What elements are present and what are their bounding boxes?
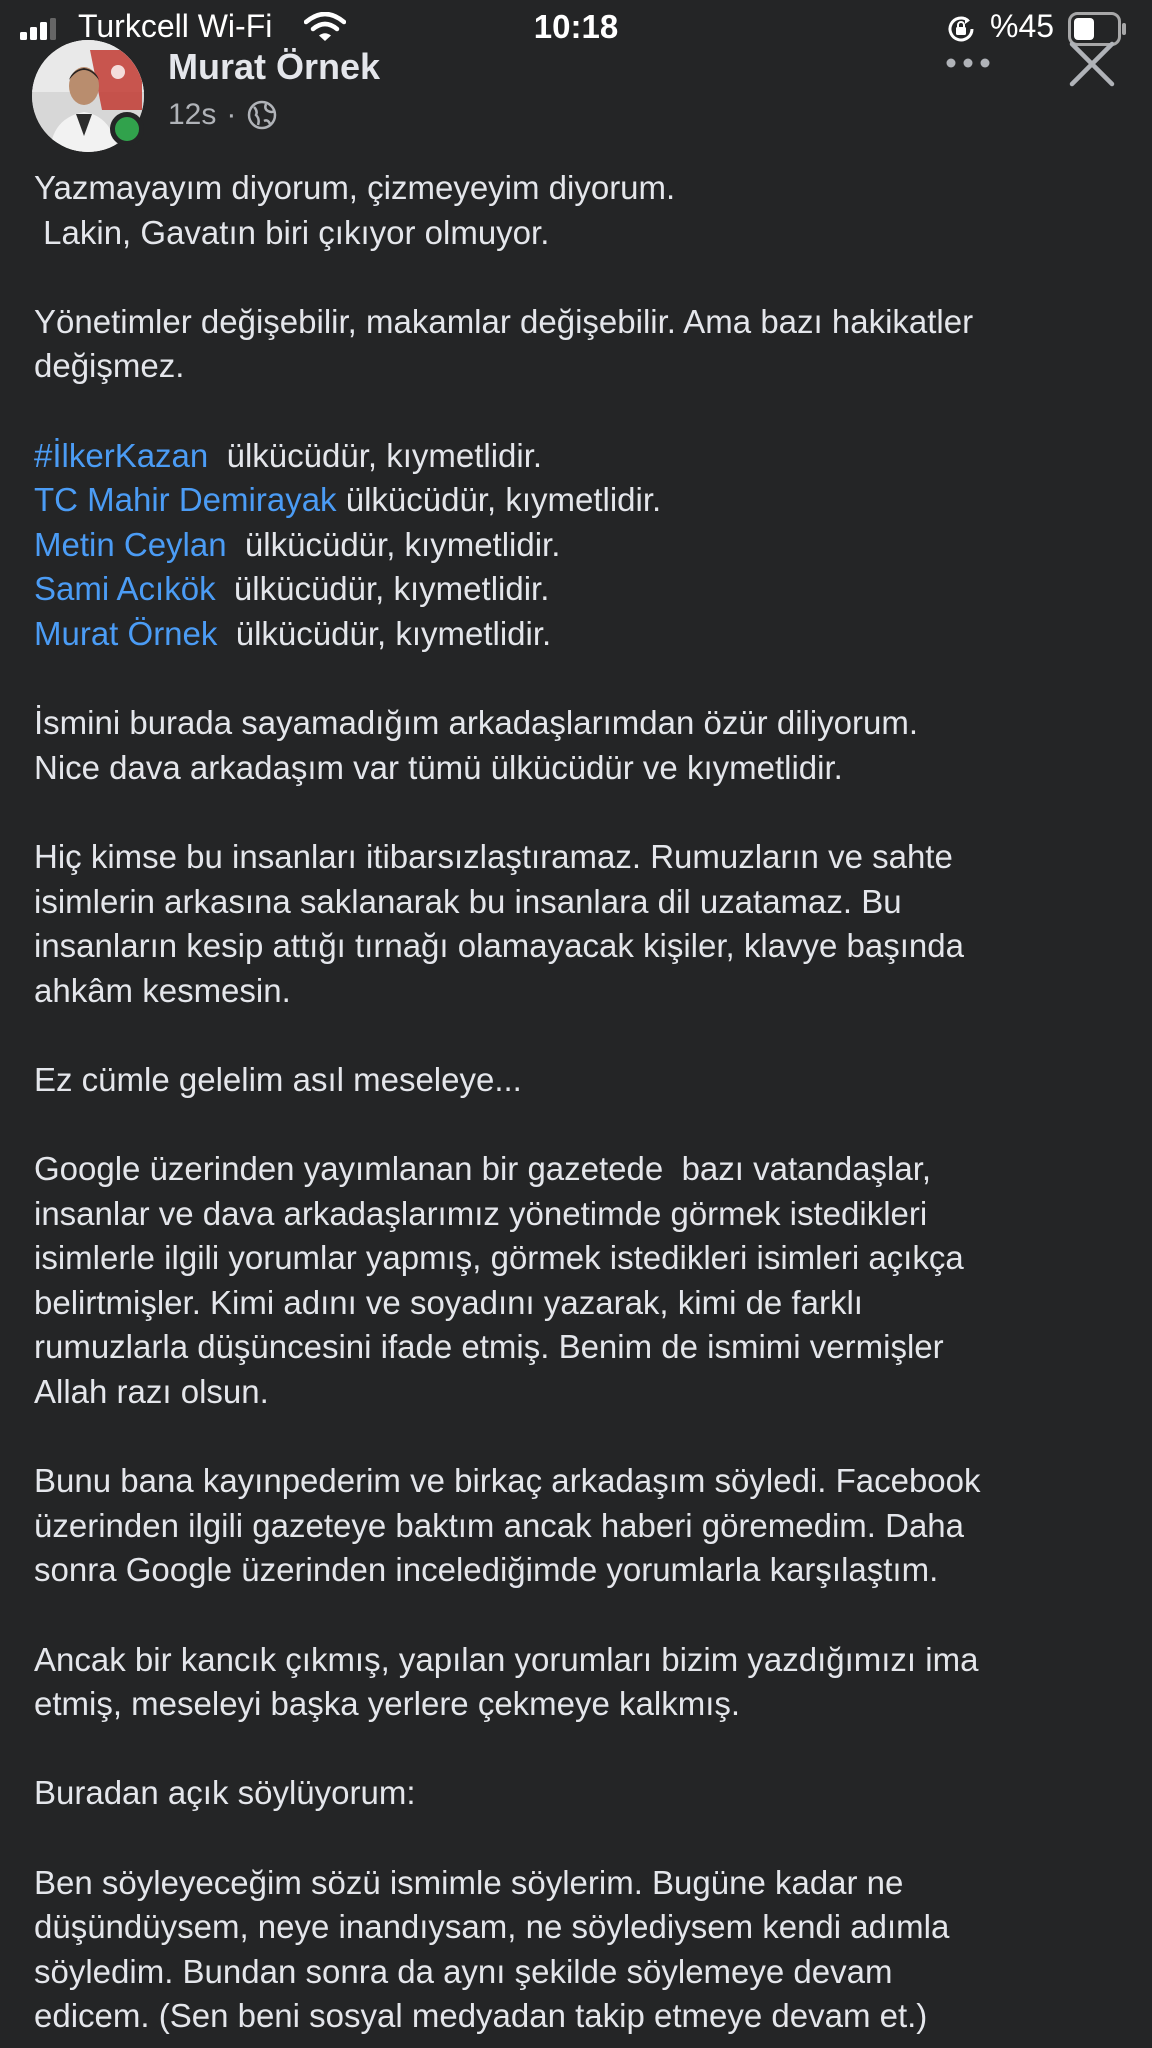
post-line — [34, 1861, 1124, 1906]
post-line-text: belirtmişler. Kimi adını ve soyadını yazarak, kimi de farklı — [34, 1283, 863, 1321]
post-line — [34, 1638, 1124, 1683]
post-line — [34, 1459, 1124, 1504]
author-name[interactable]: Murat Örnek — [168, 46, 381, 87]
post-line — [34, 255, 1124, 300]
post-line — [34, 1905, 1124, 1950]
post-line-text: sonra Google üzerinden incelediğimde yorumlarla karşılaştım. — [34, 1551, 939, 1589]
post-line-text: etmiş, meseleyi başka yerlere çekmeye kalkmış. — [34, 1685, 741, 1723]
post-line-text: düşündüysem, neye inandıysam, ne söylediysem kendi adımla — [34, 1908, 950, 1946]
post-line-text: isimlerle ilgili yorumlar yapmış, görmek istedikleri isimleri açıkça — [34, 1239, 964, 1277]
post-line — [34, 166, 1124, 211]
post-line-text: değişmez. — [34, 347, 185, 385]
post-line-text: Yazmayayım diyorum, çizmeyeyim diyorum. — [34, 169, 676, 206]
post-line — [34, 389, 1124, 434]
post-line-text: insanlar ve dava arkadaşlarımız yönetimde görmek istedikleri — [34, 1194, 928, 1232]
post-line — [34, 657, 1124, 702]
post-line — [34, 612, 1124, 657]
post-line — [34, 880, 1124, 925]
post-line-text: üzerinden ilgili gazeteye baktım ancak haberi göremedim. Daha — [34, 1506, 965, 1544]
post-line-text: ahkâm kesmesin. — [34, 971, 291, 1009]
post-line-text: Allah razı olsun. — [34, 1373, 269, 1411]
carrier-name: Turkcell Wi-Fi — [78, 8, 273, 44]
post-line — [34, 1727, 1124, 1772]
post-line-text: Buradan açık söylüyorum: — [34, 1774, 416, 1812]
post-line — [34, 1236, 1124, 1281]
post-line — [34, 478, 1124, 523]
post-line-text: Ancak bir kancık çıkmış, yapılan yorumları bizim yazdığımızı ima — [34, 1640, 979, 1678]
post-line-text: ülkücüdür, kıymetlidir. — [215, 570, 550, 608]
post-body — [34, 166, 1124, 2039]
post-line-text: Nice dava arkadaşım var tümü ülkücüdür ve kıymetlidir. — [34, 748, 843, 786]
post-line — [34, 1370, 1124, 1415]
post-line — [34, 1950, 1124, 1995]
post-line — [34, 1771, 1124, 1816]
post-line — [34, 434, 1124, 479]
post-line — [34, 701, 1124, 746]
post-line-text: söyledim. Bundan sonra da aynı şekilde söylemeye devam — [34, 1952, 893, 1990]
post-line — [34, 1147, 1124, 1192]
post-line — [34, 1682, 1124, 1727]
post-line — [34, 567, 1124, 612]
post-line — [34, 924, 1124, 969]
close-icon[interactable] — [1064, 36, 1120, 92]
post-line-text: Yönetimler değişebilir, makamlar değişebilir. Ama bazı hakikatler — [34, 302, 974, 340]
post-line-text: ülkücüdür, kıymetlidir. — [226, 525, 561, 563]
post-line — [34, 1994, 1124, 2039]
post-line-text: isimlerin arkasına saklanarak bu insanlara dil uzatamaz. Bu — [34, 882, 902, 920]
post-line — [34, 1593, 1124, 1638]
post-line — [34, 790, 1124, 835]
post-line-text: Ben söyleyeceğim sözü ismimle söylerim. Bugüne kadar ne — [34, 1863, 904, 1901]
post-line — [34, 969, 1124, 1014]
post-line-text: ülkücüdür, kıymetlidir. — [217, 614, 552, 652]
rotation-lock-icon — [946, 14, 976, 44]
post-line-text: edicem. (Sen beni sosyal medyadan takip etmeye devam et.) — [34, 1997, 928, 2035]
post-line — [34, 1102, 1124, 1147]
post-line — [34, 1192, 1124, 1237]
post-line — [34, 1325, 1124, 1370]
post-line — [34, 1548, 1124, 1593]
post-line — [34, 835, 1124, 880]
post-line-text: ülkücüdür, kıymetlidir. — [336, 481, 662, 519]
more-icon[interactable] — [944, 48, 992, 78]
post-line-text: Bunu bana kayınpederim ve birkaç arkadaşım söyledi. Facebook — [34, 1462, 981, 1500]
post-meta — [168, 98, 278, 132]
post-line — [34, 211, 1124, 256]
post-line — [34, 1415, 1124, 1460]
post-line-text: Hiç kimse bu insanları itibarsızlaştıramaz. Rumuzların ve sahte — [34, 837, 953, 875]
post-line-text: Google üzerinden yayımlanan bir gazetede bazı vatandaşlar, — [34, 1150, 932, 1188]
post-line-text: rumuzlarla düşüncesini ifade etmiş. Benim de ismimi vermişler — [34, 1328, 944, 1366]
globe-icon[interactable] — [246, 99, 278, 131]
post-line — [34, 344, 1124, 389]
post-line-text: Lakin, Gavatın biri çıkıyor olmuyor. — [34, 213, 550, 251]
online-status-dot — [110, 112, 144, 146]
battery-percent: %45 — [990, 8, 1055, 44]
post-line-text: İsmini burada sayamadığım arkadaşlarımdan özür diliyorum. — [34, 704, 919, 742]
post-time[interactable]: 12s — [168, 98, 217, 131]
post-line-text: ülkücüdür, kıymetlidir. — [208, 436, 543, 474]
post-line — [34, 746, 1124, 791]
post-line-text: Ez cümle gelelim asıl meseleye... — [34, 1060, 522, 1098]
tagged-link[interactable]: Sami Acıkök — [34, 570, 216, 608]
status-time: 10:18 — [533, 8, 619, 45]
tagged-link[interactable]: Metin Ceylan — [34, 525, 227, 563]
tagged-link[interactable]: TC Mahir Demirayak — [34, 481, 337, 519]
post-line-text: insanların kesip attığı tırnağı olamayacak kişiler, klavye başında — [34, 927, 964, 965]
post-line — [34, 1281, 1124, 1326]
tagged-link[interactable]: Murat Örnek — [34, 614, 218, 652]
meta-separator: · — [226, 98, 237, 131]
post-line — [34, 1504, 1124, 1549]
post-line — [34, 300, 1124, 345]
post-line — [34, 1013, 1124, 1058]
post-line — [34, 1816, 1124, 1861]
tagged-link[interactable]: #İlkerKazan — [34, 436, 209, 474]
post-line — [34, 523, 1124, 568]
post-line — [34, 1058, 1124, 1103]
